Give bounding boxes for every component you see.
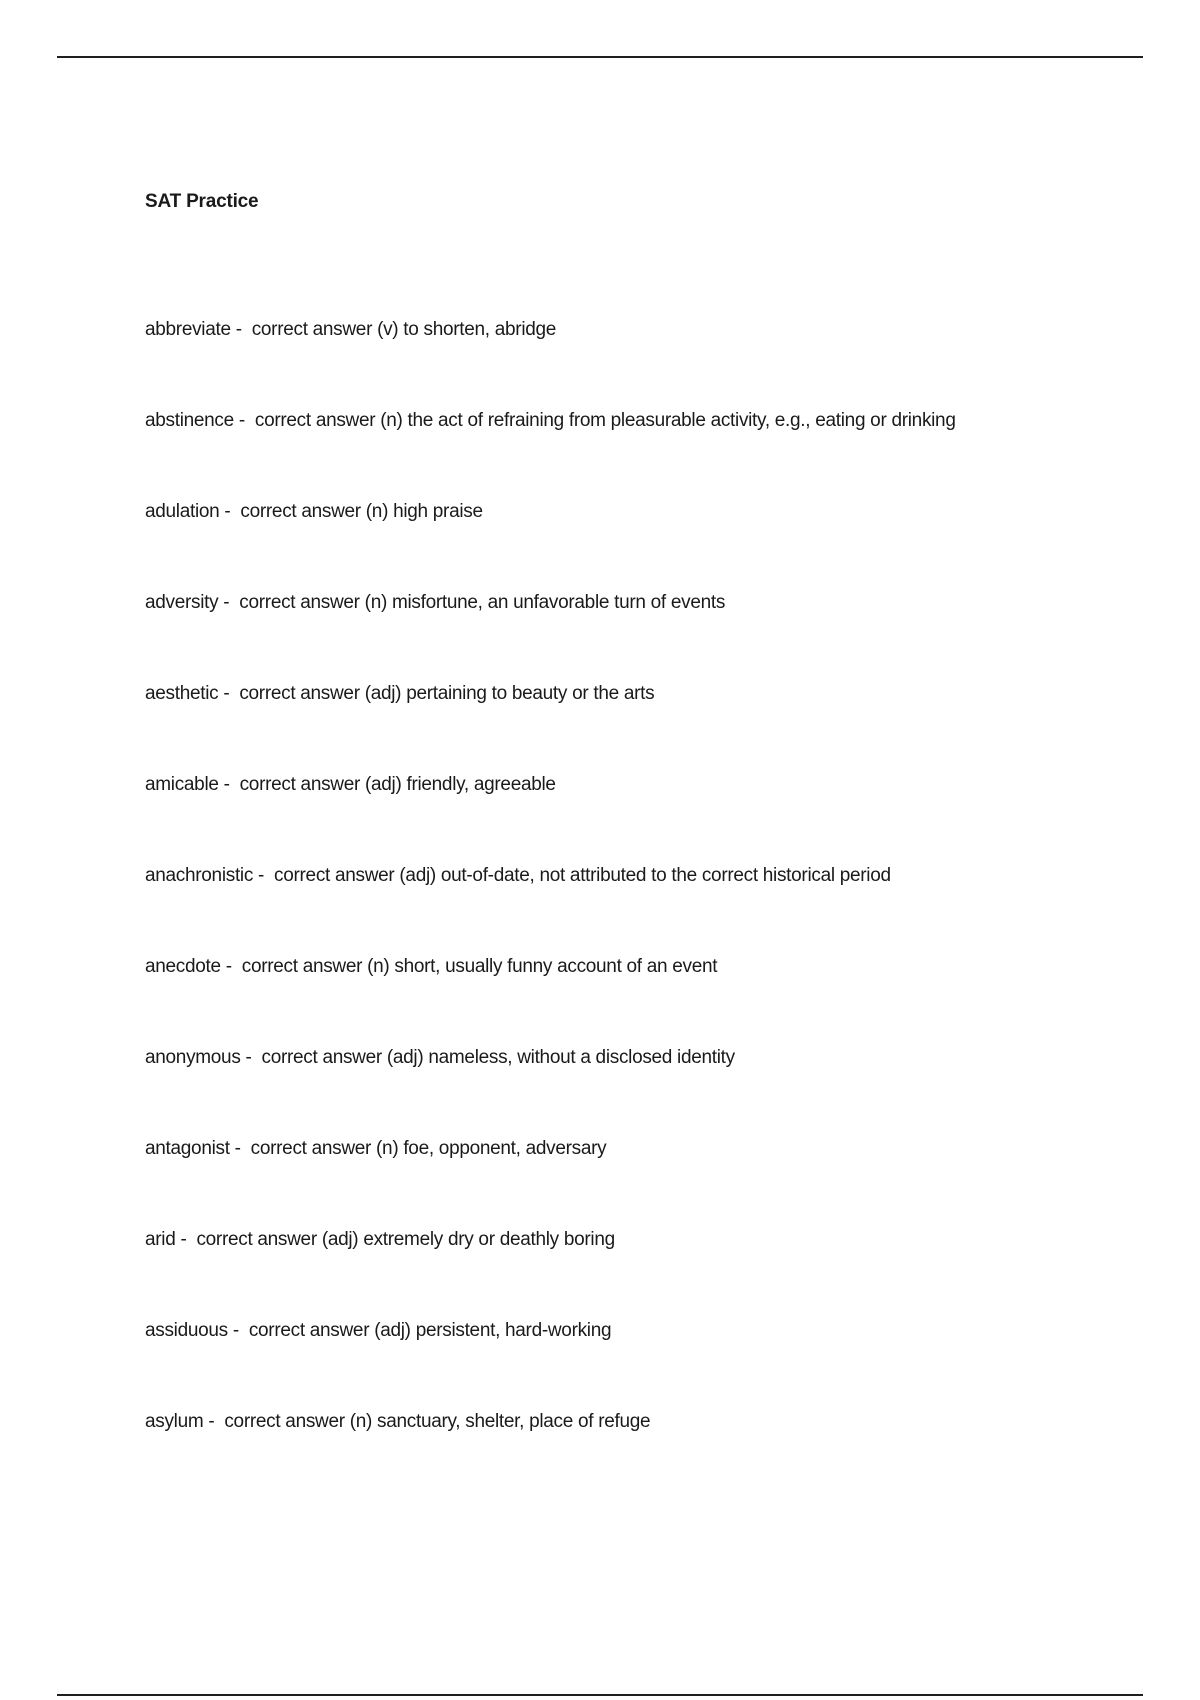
entry-separator: -: [233, 410, 255, 431]
vocabulary-entry: [145, 682, 956, 706]
entry-term: abbreviate: [145, 319, 231, 340]
entry-term: abstinence: [145, 410, 234, 431]
entry-term: assiduous: [145, 1320, 228, 1341]
entry-definition: correct answer (adj) friendly, agreeable: [239, 774, 556, 795]
entry-definition: correct answer (n) sanctuary, shelter, place of refuge: [224, 1411, 651, 1432]
entry-separator: -: [229, 1138, 251, 1159]
entry-term: adversity: [145, 592, 219, 613]
vocabulary-entry: [145, 1319, 956, 1343]
vocabulary-entry: [145, 500, 956, 524]
entry-term: adulation: [145, 501, 220, 522]
vocabulary-entry: [145, 1410, 956, 1434]
entry-definition: correct answer (adj) pertaining to beauty or the arts: [239, 683, 655, 704]
entry-definition: correct answer (adj) persistent, hard-working: [248, 1320, 612, 1341]
vocabulary-entry: [145, 1228, 956, 1252]
vocabulary-entry: [145, 773, 956, 797]
entry-definition: correct answer (adj) out-of-date, not attributed to the correct historical period: [274, 865, 891, 886]
entry-term: asylum: [145, 1411, 204, 1432]
entry-separator: -: [175, 1229, 197, 1250]
entry-definition: correct answer (v) to shorten, abridge: [251, 319, 557, 340]
document-body: [145, 190, 1145, 1432]
entry-definition: correct answer (n) the act of refraining from pleasurable activity, e.g., eating or drinking: [254, 410, 956, 431]
vocabulary-entry: [145, 591, 956, 615]
vocabulary-list: [145, 318, 956, 1501]
entry-term: anecdote: [145, 956, 221, 977]
entry-definition: correct answer (adj) extremely dry or deathly boring: [196, 1229, 615, 1250]
entry-separator: -: [253, 865, 275, 886]
entry-definition: correct answer (adj) nameless, without a disclosed identity: [261, 1047, 735, 1068]
entry-separator: -: [218, 774, 240, 795]
entry-separator: -: [220, 956, 242, 977]
entry-separator: -: [218, 683, 240, 704]
entry-term: arid: [145, 1229, 176, 1250]
entry-separator: -: [218, 592, 240, 613]
entry-definition: correct answer (n) high praise: [240, 501, 483, 522]
entry-term: anonymous: [145, 1047, 241, 1068]
vocabulary-entry: [145, 864, 956, 888]
vocabulary-entry: [145, 955, 956, 979]
entry-term: amicable: [145, 774, 219, 795]
entry-definition: correct answer (n) foe, opponent, adversary: [250, 1138, 607, 1159]
vocabulary-entry: [145, 1046, 956, 1070]
entry-definition: correct answer (n) misfortune, an unfavorable turn of events: [239, 592, 726, 613]
vocabulary-entry: [145, 1137, 956, 1161]
entry-separator: -: [219, 501, 241, 522]
entry-separator: -: [227, 1320, 249, 1341]
vocabulary-entry: [145, 318, 956, 342]
entry-separator: -: [203, 1411, 225, 1432]
footer-rule: [57, 1694, 1143, 1696]
entry-definition: correct answer (n) short, usually funny account of an event: [241, 956, 718, 977]
entry-separator: -: [230, 319, 252, 340]
entry-separator: -: [240, 1047, 262, 1068]
entry-term: anachronistic: [145, 865, 254, 886]
entry-term: aesthetic: [145, 683, 219, 704]
header-rule: [57, 56, 1143, 58]
entry-term: antagonist: [145, 1138, 230, 1159]
vocabulary-entry: [145, 409, 956, 433]
page-title: SAT Practice: [145, 191, 259, 212]
